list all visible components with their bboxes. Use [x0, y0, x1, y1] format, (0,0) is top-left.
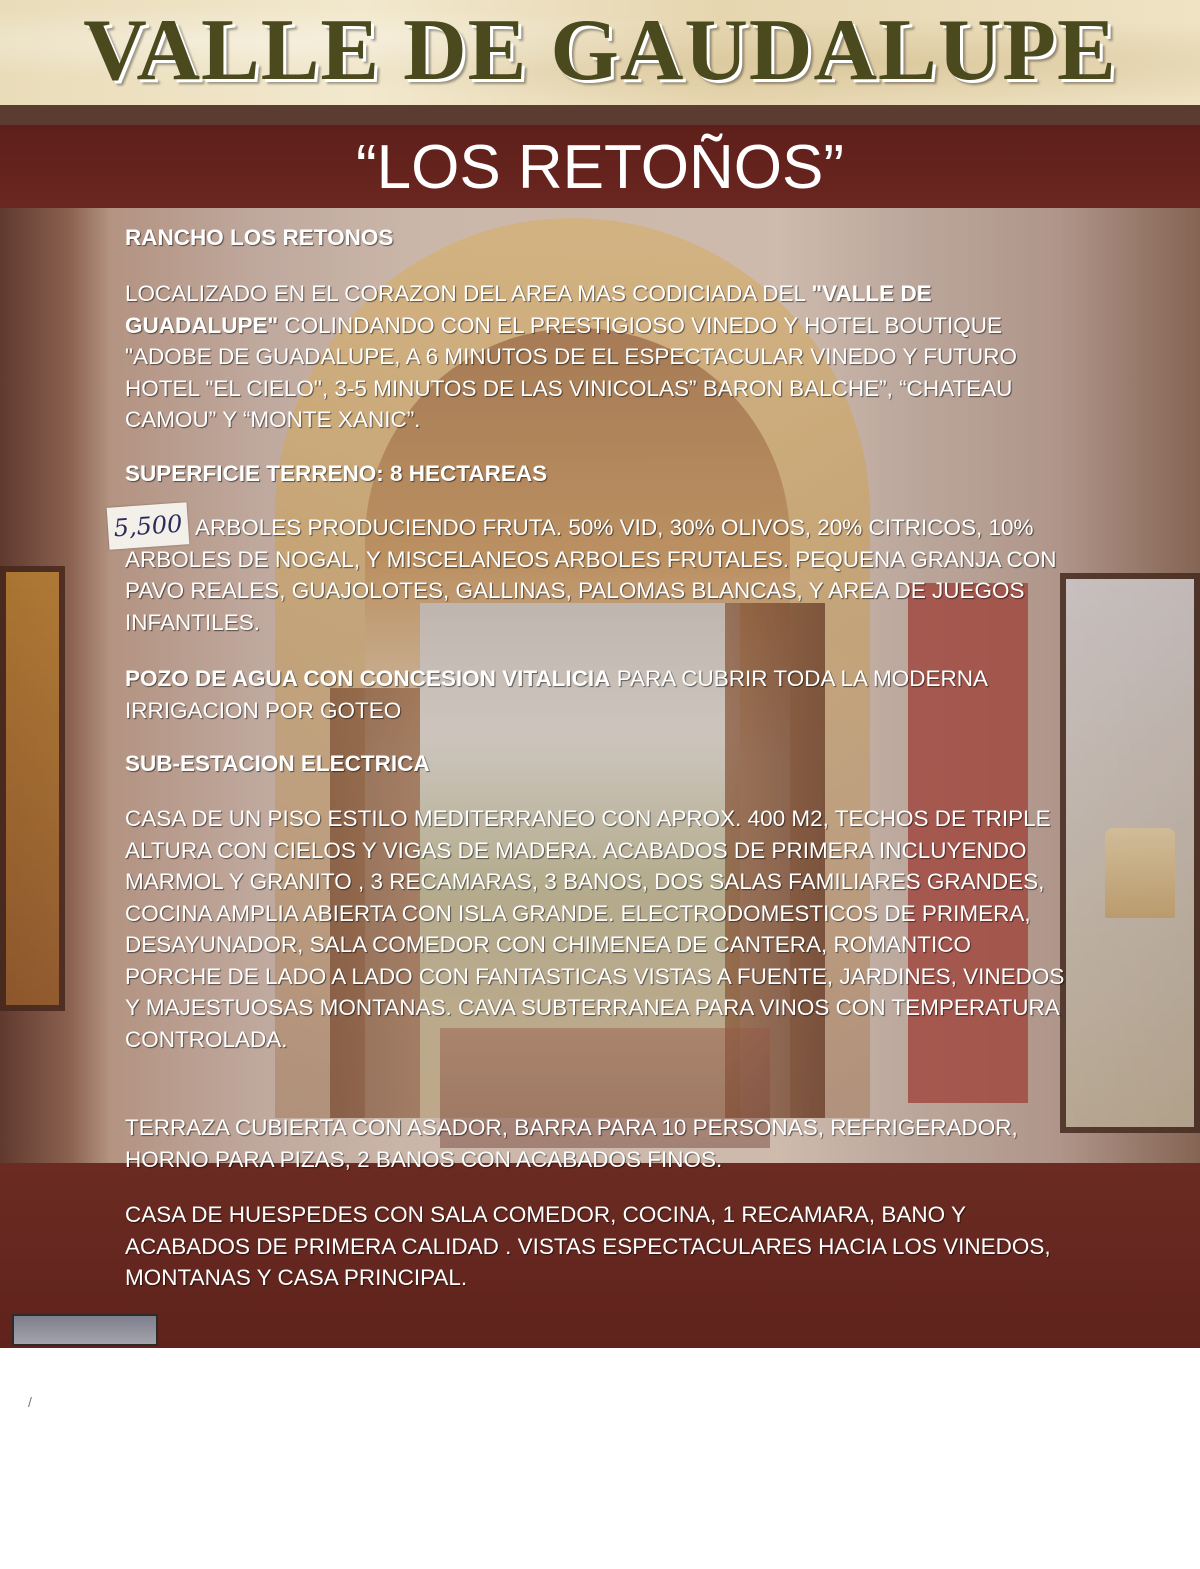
listing-heading: RANCHO LOS RETONOS	[125, 225, 394, 250]
poster-body	[0, 105, 1200, 1348]
guesthouse-paragraph: CASA DE HUESPEDES CON SALA COMEDOR, COCINA, 1 RECAMARA, BANO Y ACABADOS DE PRIMERA CALIDAD . VISTAS ESPECTACULARES HACIA LOS VINEDOS, MONTANAS Y CASA PRINCIPAL.	[125, 1202, 1051, 1290]
location-paragraph	[125, 278, 1065, 436]
handwritten-tree-count: 5,500	[107, 502, 190, 549]
well-rest: PARA CUBRIR TODA LA MODERNA IRRIGACION POR GOTEO	[125, 666, 987, 723]
well-heading: POZO DE AGUA CON CONCESION VITALICIA	[125, 666, 611, 691]
thumbnail-photo	[12, 1314, 158, 1346]
trees-paragraph: ARBOLES PRODUCIENDO FRUTA. 50% VID, 30% OLIVOS, 20% CITRICOS, 10% ARBOLES DE NOGAL, Y MISCELANEOS ARBOLES FRUTALES. PEQUENA GRANJA CON PAVO REALES, GUAJOLOTES, GALLINAS, PALOMAS BLANCAS, Y AREA DE JUEGOS INFANTILES.	[125, 515, 1057, 635]
substation-heading: SUB-ESTACION ELECTRICA	[125, 751, 430, 776]
subtitle: “LOS RETOÑOS”	[355, 133, 845, 202]
main-title: VALLE DE GAUDALUPE	[83, 2, 1117, 99]
well-paragraph	[125, 663, 1065, 726]
header-band	[0, 0, 1200, 105]
stray-pen-mark: /	[28, 1394, 32, 1410]
terrace-paragraph: TERRAZA CUBIERTA CON ASADOR, BARRA PARA 10 PERSONAS, REFRIGERADOR, HORNO PARA PIZAS, 2 BANOS CON ACABADOS FINOS.	[125, 1115, 1018, 1172]
location-rest: COLINDANDO CON EL PRESTIGIOSO VINEDO Y HOTEL BOUTIQUE "ADOBE DE GUADALUPE, A 6 MINUTOS DE EL ESPECTACULAR VINEDO Y FUTURO HOTEL "EL CIELO", 3-5 MINUTOS DE LAS VINICOLAS” BARON BALCHE”, “CHATEAU CAMOU” Y “MONTE XANIC”.	[125, 312, 1017, 432]
location-lead: LOCALIZADO EN EL CORAZON DEL AREA MAS CODICIADA DEL	[125, 281, 812, 306]
top-stripe	[0, 105, 1200, 125]
subtitle-band	[0, 125, 1200, 208]
surface-heading: SUPERFICIE TERRENO: 8 HECTAREAS	[125, 461, 548, 486]
location-valley-name: "VALLE DE GUADALUPE"	[125, 281, 932, 338]
house-paragraph: CASA DE UN PISO ESTILO MEDITERRANEO CON APROX. 400 M2, TECHOS DE TRIPLE ALTURA CON CIELOS Y VIGAS DE MADERA. ACABADOS DE PRIMERA INCLUYENDO MARMOL Y GRANITO , 3 RECAMARAS, 3 BANOS, DOS SALAS FAMILIARES GRANDES, COCINA AMPLIA ABIERTA CON ISLA GRANDE. ELECTRODOMESTICOS DE PRIMERA, DESAYUNADOR, SALA COMEDOR CON CHIMENEA DE CANTERA, ROMANTICO PORCHE DE LADO A LADO CON FANTASTICAS VISTAS A FUENTE, JARDINES, VINEDOS Y MAJESTUOSAS MONTANAS. CAVA SUBTERRANEA PARA VINOS CON TEMPERATURA CONTROLADA.	[125, 806, 1065, 1052]
